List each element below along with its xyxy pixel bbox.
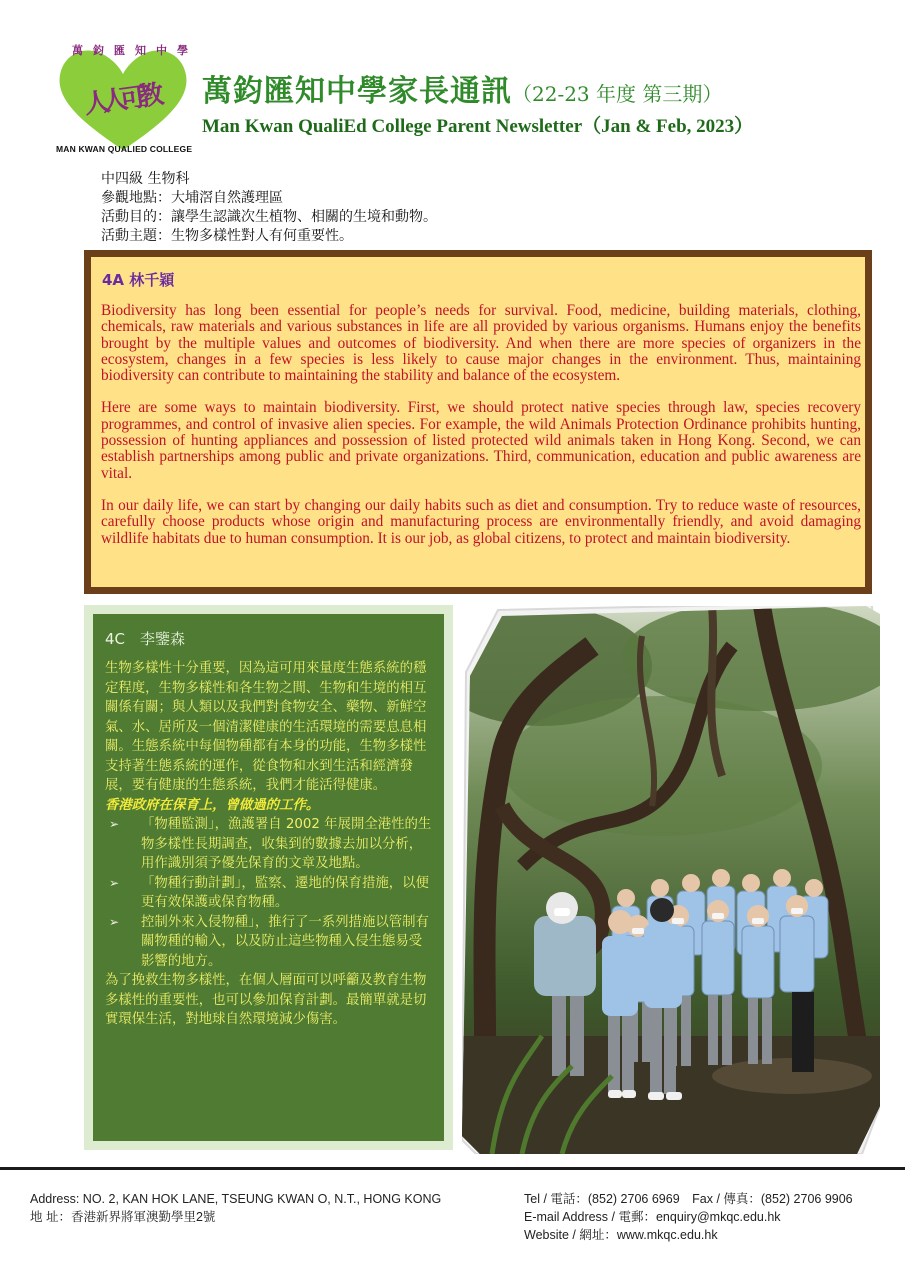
school-logo [48,30,198,160]
logo-center-text: 人人可教 [82,79,166,121]
article-4c-intro: 生物多樣性十分重要，因為這可用來量度生態系統的穩定程度，生物多樣性和各生物之間、生物和生境的相互關係有關；與人類以及我們對食物安全、藥物、新鮮空氣、水、居所及一個清潔健康的生活環境的需要息息相關。生態系統中每個物種都有本身的功能，生物多樣性支持著生態系統的運作，從食物和水到生活和經濟發展，要有健康的生態系統，我們才能活得健康。 [105,661,427,793]
info-theme: 活動主題：生物多樣性對人有何重要性。 [101,228,353,244]
article-4c-heading: 香港政府在保育上，曾做過的工作。 [105,797,320,813]
arrow-right-icon: ➢ [109,914,120,929]
article-4c-panel [93,614,444,1141]
issue-label: （22-23 年度 第三期） [512,82,723,106]
article-4a [84,250,872,594]
list-item-text: 控制外來入侵物種」，推行了一系列措施以管制有關物種的輸入，以及防止這些物種入侵生態易受影響的地方。 [141,914,429,969]
article-4a-paragraph: Here are some ways to maintain biodiversity. First, we should protect native species through law, species recovery programmes, and control of invasive alien species. For example, the wild Animals Protection Ordinance prohibits hunting, possession of hunting appliances and possession of listed protected wild animals taken in Hong Kong. Second, we can establish partnerships among public and private organizations. Third, communication, education and public awareness are vital. [101,399,861,482]
tel-fax: Tel / 電話：(852) 2706 6969 Fax / 傳真：(852) 2706 9906 [524,1192,853,1206]
newsletter-title-cn [202,66,722,110]
article-4c-bullet-list [105,815,434,971]
arrow-right-icon: ➢ [109,875,120,890]
footer-divider [0,1167,905,1170]
list-item-text: 「物種監測」，漁護署自 2002 年展開全港性的生物多樣性長期調查，收集到的數據去加以分析，用作識別須予優先保育的文章及地點。 [141,817,432,871]
info-subject: 中四級 生物科 [101,171,190,187]
article-4a-author: 4A 林千穎 [102,271,175,289]
article-4a-body [101,303,861,563]
arrow-right-icon: ➢ [109,817,120,831]
list-item [105,913,434,972]
logo-ring-text: MAN KWAN QUALIED COLLEGE [56,144,192,154]
footer-address [30,1190,441,1226]
group-photo [462,606,880,1154]
email-address: E-mail Address / 電郵：enquiry@mkqc.edu.hk [524,1210,781,1224]
address-cn: 地 址：香港新界將軍澳勤學里2號 [30,1210,216,1224]
newsletter-title-en: Man Kwan QualiEd College Parent Newsletter（Jan & Feb, 2023） [202,116,754,137]
title-cn-text: 萬鈞匯知中學家長通訊 [202,74,512,109]
list-item [105,815,434,874]
article-4a-paragraph: In our daily life, we can start by changing our daily habits such as diet and consumption. Try to reduce waste of resources, carefully choose products whose origin and manufacturing process are environmentally friendly, and avoid damaging wildlife habitats due to human consumption. It is our job, as global citizens, to protect and maintain biodiversity. [101,496,861,547]
article-4c-author: 4C 李鑒森 [105,630,186,648]
article-4c [84,605,453,1150]
info-purpose: 活動目的：讓學生認識次生植物、相關的生境和動物。 [101,209,437,225]
article-4c-body [105,659,434,1030]
address-en: Address: NO. 2, KAN HOK LANE, TSEUNG KWAN O, N.T., HONG KONG [30,1192,442,1206]
website-address: Website / 網址：www.mkqc.edu.hk [524,1228,718,1242]
activity-info [101,170,437,246]
list-item-text: 「物種行動計劃」，監察、遷地的保育措施，以便更有效保護或保育物種。 [141,875,429,910]
info-location: 參觀地點：大埔滘自然護理區 [101,190,283,206]
footer-contact [524,1190,853,1244]
article-4a-paragraph: Biodiversity has long been essential for people’s needs for survival. Food, medicine, building materials, clothing, chemicals, raw materials and various substances in life are all provided by various organisms. Humans enjoy the benefits brought by the multiple values and outcomes of biodiversity. And when there are more species of organizers in the ecosystem, changes in a few species is less likely to cause major changes in the environment. Thus, maintaining biodiversity can contribute to maintaining the stability and balance of the ecosystem. [101,302,861,385]
logo-top-text: 萬鈞匯知中學 [72,44,198,57]
article-4c-closing: 為了挽救生物多樣性，在個人層面可以呼籲及教育生物多樣性的重要性，也可以參加保育計劃。最簡單就是切實環保生活，對地球自然環境減少傷害。 [105,973,427,1027]
list-item [105,874,434,913]
